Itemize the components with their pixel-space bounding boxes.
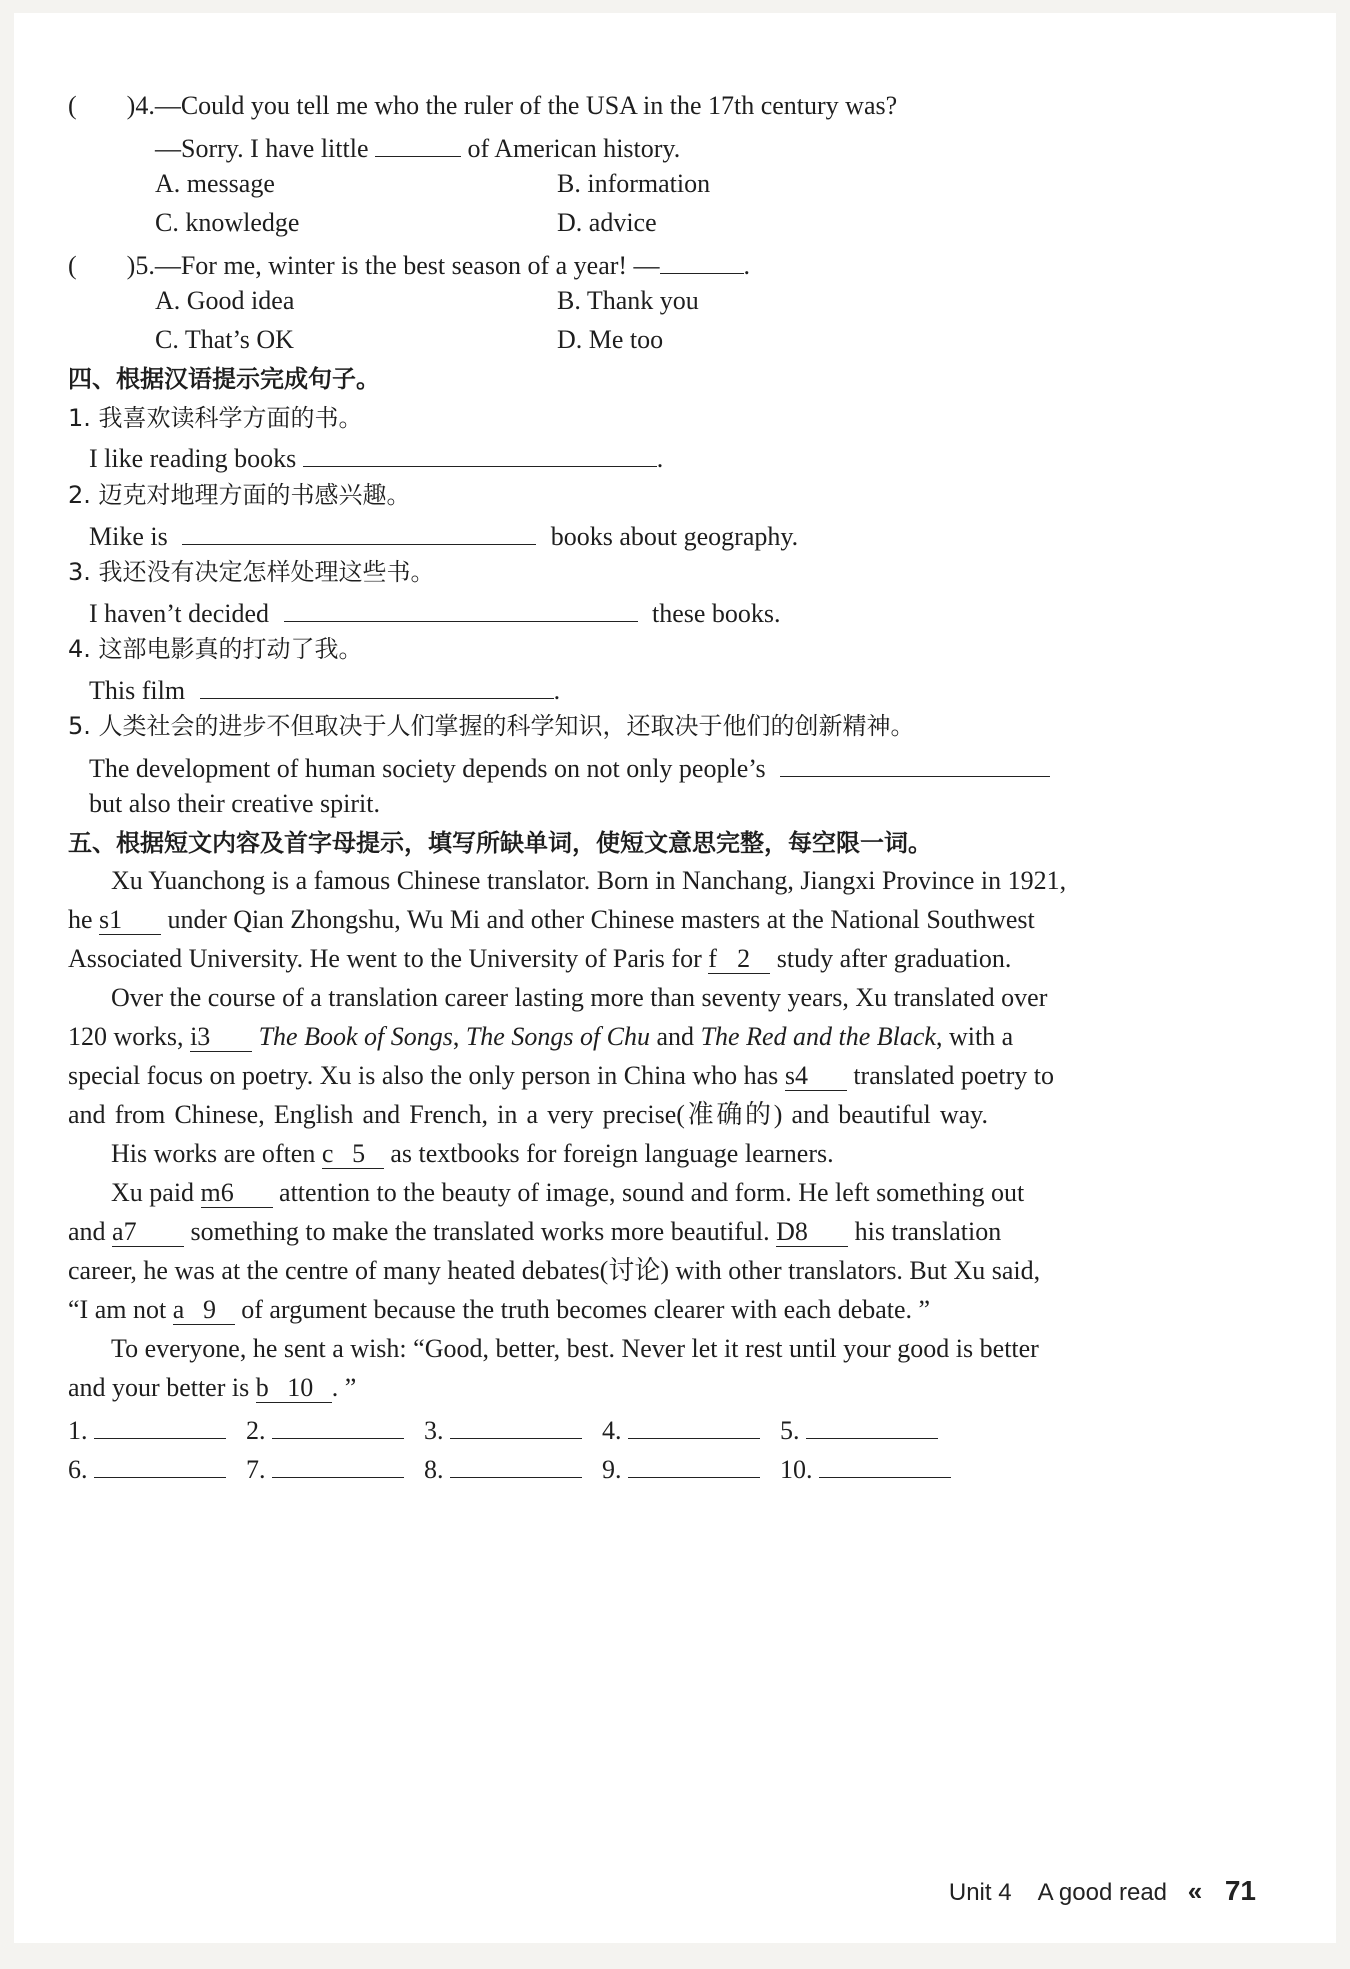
answer-slot-3[interactable] bbox=[424, 1410, 582, 1448]
p2-comma: , bbox=[452, 1022, 460, 1051]
s4-item2-post: books about geography. bbox=[550, 522, 799, 551]
s4-item2-blank[interactable] bbox=[182, 516, 536, 545]
footer-title: A good read bbox=[1037, 1879, 1168, 1906]
title-songs-of-chu: The Songs of Chu bbox=[465, 1022, 651, 1051]
q5-end: . bbox=[743, 251, 751, 280]
s4-item2-pre: Mike is bbox=[89, 522, 168, 551]
answer-label-10: 10. bbox=[780, 1455, 813, 1484]
page-footer bbox=[949, 1875, 1256, 1907]
passage-p3 bbox=[111, 1137, 834, 1171]
answer-line-3[interactable] bbox=[450, 1410, 582, 1439]
passage-p4-line4 bbox=[68, 1293, 930, 1327]
answer-line-10[interactable] bbox=[819, 1449, 951, 1478]
gap-9-number: 9 bbox=[202, 1295, 216, 1324]
s4-item3-english bbox=[89, 593, 781, 631]
passage-p1-line3 bbox=[68, 942, 1012, 976]
s4-item5-pre: The development of human society depends on not only people’s bbox=[89, 754, 766, 783]
p4-i-am-not: “I am not bbox=[68, 1295, 167, 1324]
p4-and: and bbox=[68, 1217, 106, 1246]
p2-line3-start: special focus on poetry. Xu is also the only person in China who has bbox=[68, 1061, 779, 1090]
gap-4-number: 4 bbox=[794, 1061, 808, 1090]
s4-item2-english bbox=[89, 516, 798, 554]
gap-1-letter: s bbox=[99, 905, 110, 934]
answer-label-3: 3. bbox=[424, 1416, 444, 1445]
gap-6[interactable] bbox=[201, 1179, 273, 1208]
answer-slot-8[interactable] bbox=[424, 1449, 582, 1487]
q5-option-b: B. Thank you bbox=[557, 286, 699, 315]
s4-item4-blank[interactable] bbox=[200, 670, 554, 699]
gap-6-letter: m bbox=[200, 1178, 221, 1207]
s4-item1-post: . bbox=[656, 444, 664, 473]
passage-p2-line2 bbox=[68, 1020, 1014, 1054]
p4-xu-paid: Xu paid bbox=[111, 1178, 195, 1207]
q5-option-d: D. Me too bbox=[557, 325, 664, 354]
s4-item4-english bbox=[89, 670, 560, 708]
p1-line3-end: study after graduation. bbox=[776, 944, 1012, 973]
p3-start: His works are often bbox=[111, 1139, 316, 1168]
gap-8[interactable] bbox=[776, 1218, 848, 1247]
answer-label-1: 1. bbox=[68, 1416, 88, 1445]
answer-slot-5[interactable] bbox=[780, 1410, 938, 1448]
answer-line-1[interactable] bbox=[94, 1410, 226, 1439]
answer-label-6: 6. bbox=[68, 1455, 88, 1484]
footer-unit: Unit 4 bbox=[948, 1879, 1012, 1906]
answer-slot-6[interactable] bbox=[68, 1449, 226, 1487]
q5-paren: ( bbox=[68, 251, 77, 280]
gap-2-letter: f bbox=[708, 944, 717, 973]
p4-line2-middle: something to make the translated works more beautiful. bbox=[190, 1217, 770, 1246]
title-book-of-songs: The Book of Songs bbox=[258, 1022, 453, 1051]
gap-5-letter: c bbox=[321, 1139, 334, 1168]
answer-line-7[interactable] bbox=[272, 1449, 404, 1478]
gap-2-number: 2 bbox=[737, 944, 751, 973]
answer-line-5[interactable] bbox=[806, 1410, 938, 1439]
q4-option-d: D. advice bbox=[557, 208, 657, 237]
q4-reply-line bbox=[155, 128, 680, 166]
gap-8-letter: D bbox=[776, 1217, 795, 1246]
p5-end: . ” bbox=[331, 1373, 357, 1402]
answer-slot-2[interactable] bbox=[246, 1410, 404, 1448]
title-red-and-black: The Red and the Black bbox=[700, 1022, 936, 1051]
answer-line-6[interactable] bbox=[94, 1449, 226, 1478]
gap-4-letter: s bbox=[784, 1061, 795, 1090]
s4-item1-english bbox=[89, 438, 663, 476]
s4-item1-pre: I like reading books bbox=[89, 444, 297, 473]
q4-paren: ( bbox=[68, 91, 77, 120]
gap-7[interactable] bbox=[112, 1218, 184, 1247]
answer-line-9[interactable] bbox=[628, 1449, 760, 1478]
s4-item1-chinese: 1. 我喜欢读科学方面的书。 bbox=[68, 404, 363, 432]
gap-2[interactable] bbox=[708, 945, 770, 974]
answer-label-7: 7. bbox=[246, 1455, 266, 1484]
gap-10-letter: b bbox=[255, 1373, 269, 1402]
p4-line1-rest: attention to the beauty of image, sound and form. He left something out bbox=[279, 1178, 1025, 1207]
q5-stem: —For me, winter is the best season of a year! — bbox=[154, 251, 660, 280]
gap-4[interactable] bbox=[785, 1062, 847, 1091]
gap-10[interactable] bbox=[256, 1374, 332, 1403]
passage-p1-line1: Xu Yuanchong is a famous Chinese translator. Born in Nanchang, Jiangxi Province in 1921, bbox=[111, 866, 1067, 895]
gap-7-number: 7 bbox=[123, 1217, 137, 1246]
gap-9[interactable] bbox=[173, 1296, 235, 1325]
p2-and: and bbox=[656, 1022, 695, 1051]
q5-option-c: C. That’s OK bbox=[155, 325, 294, 354]
passage-p2-line1: Over the course of a translation career lasting more than seventy years, Xu translated over bbox=[111, 983, 1048, 1012]
answer-slot-10[interactable] bbox=[780, 1449, 951, 1487]
q4-reply-post: of American history. bbox=[467, 134, 681, 163]
s4-item3-chinese: 3. 我还没有决定怎样处理这些书。 bbox=[68, 558, 435, 586]
s4-item4-post: . bbox=[553, 676, 561, 705]
answer-label-2: 2. bbox=[246, 1416, 266, 1445]
answer-label-5: 5. bbox=[780, 1416, 800, 1445]
q4-reply-pre: —Sorry. I have little bbox=[155, 134, 369, 163]
gap-6-number: 6 bbox=[220, 1178, 234, 1207]
p4-line4-rest: of argument because the truth becomes clearer with each debate. ” bbox=[241, 1295, 931, 1324]
passage-p5-line1: To everyone, he sent a wish: “Good, better, best. Never let it rest until your good is better bbox=[111, 1334, 1039, 1363]
q5-answer-blank[interactable] bbox=[660, 245, 744, 274]
answer-label-4: 4. bbox=[602, 1416, 622, 1445]
s4-item5-line2: but also their creative spirit. bbox=[89, 789, 380, 818]
gap-5-number: 5 bbox=[352, 1139, 366, 1168]
answer-label-9: 9. bbox=[602, 1455, 622, 1484]
p5-start: and your better is bbox=[68, 1373, 250, 1402]
gap-7-letter: a bbox=[112, 1217, 124, 1246]
answer-label-8: 8. bbox=[424, 1455, 444, 1484]
q4-option-a: A. message bbox=[155, 169, 275, 198]
answer-line-2[interactable] bbox=[272, 1410, 404, 1439]
p1-he: he bbox=[68, 905, 93, 934]
s4-item4-pre: This film bbox=[89, 676, 186, 705]
passage-p4-line3: career, he was at the centre of many heated debates(讨论) with other translators. But Xu said, bbox=[68, 1256, 1041, 1285]
double-chevron-left-icon: « bbox=[1187, 1876, 1203, 1906]
passage-p2-line4: and from Chinese, English and French, in a very precise(准确的) and beautiful way. bbox=[68, 1100, 988, 1129]
p4-line2-end: his translation bbox=[854, 1217, 1002, 1246]
gap-9-letter: a bbox=[172, 1295, 185, 1324]
gap-1-number: 1 bbox=[109, 905, 123, 934]
answer-slot-4[interactable] bbox=[602, 1410, 760, 1448]
s4-item2-chinese: 2. 迈克对地理方面的书感兴趣。 bbox=[68, 481, 411, 509]
q4-option-b: B. information bbox=[557, 169, 711, 198]
page-number: 71 bbox=[1224, 1875, 1256, 1906]
passage-p1-line2 bbox=[68, 903, 1035, 937]
s4-item5-blank[interactable] bbox=[780, 748, 1050, 777]
q4-option-c: C. knowledge bbox=[155, 208, 300, 237]
answer-slot-7[interactable] bbox=[246, 1449, 404, 1487]
passage-p5-line2 bbox=[68, 1371, 356, 1405]
gap-8-number: 8 bbox=[794, 1217, 808, 1246]
s4-item3-post: these books. bbox=[652, 599, 781, 628]
answer-line-8[interactable] bbox=[450, 1449, 582, 1478]
gap-3-letter: i bbox=[190, 1022, 198, 1051]
p3-end: as textbooks for foreign language learners. bbox=[390, 1139, 834, 1168]
q5-option-a: A. Good idea bbox=[155, 286, 295, 315]
section5-heading: 五、根据短文内容及首字母提示，填写所缺单词，使短文意思完整，每空限一词。 bbox=[68, 829, 932, 857]
p2-line3-end: translated poetry to bbox=[853, 1061, 1055, 1090]
s4-item5-english bbox=[89, 748, 1050, 786]
p2-120-works: 120 works, bbox=[68, 1022, 184, 1051]
q4-number: )4. bbox=[126, 91, 155, 120]
q4-stem: —Could you tell me who the ruler of the USA in the 17th century was? bbox=[154, 91, 898, 120]
p1-line3-start: Associated University. He went to the University of Paris for bbox=[68, 944, 702, 973]
passage-p4-line1 bbox=[111, 1176, 1025, 1210]
q4-answer-blank[interactable] bbox=[375, 128, 461, 157]
gap-10-number: 10 bbox=[287, 1373, 314, 1402]
gap-1[interactable] bbox=[99, 906, 161, 935]
answer-slot-9[interactable] bbox=[602, 1449, 760, 1487]
p2-with-a: , with a bbox=[935, 1022, 1014, 1051]
passage-p4-line2 bbox=[68, 1215, 1002, 1249]
s4-item5-chinese: 5. 人类社会的进步不但取决于人们掌握的科学知识，还取决于他们的创新精神。 bbox=[68, 712, 915, 740]
q4-stem-line bbox=[68, 89, 897, 123]
s4-item3-pre: I haven’t decided bbox=[89, 599, 269, 628]
section4-heading: 四、根据汉语提示完成句子。 bbox=[68, 365, 380, 393]
passage-p2-line3 bbox=[68, 1059, 1055, 1093]
answer-slot-1[interactable] bbox=[68, 1410, 226, 1448]
q5-number: )5. bbox=[126, 251, 155, 280]
answer-line-4[interactable] bbox=[628, 1410, 760, 1439]
gap-5[interactable] bbox=[322, 1140, 384, 1169]
worksheet-page bbox=[14, 13, 1336, 1943]
p1-line2-rest: under Qian Zhongshu, Wu Mi and other Chinese masters at the National Southwest bbox=[167, 905, 1035, 934]
s4-item4-chinese: 4. 这部电影真的打动了我。 bbox=[68, 635, 363, 663]
s4-item3-blank[interactable] bbox=[284, 593, 638, 622]
q5-stem-line bbox=[68, 245, 750, 283]
s4-item1-blank[interactable] bbox=[303, 438, 657, 467]
gap-3-number: 3 bbox=[197, 1022, 211, 1051]
gap-3[interactable] bbox=[190, 1023, 252, 1052]
